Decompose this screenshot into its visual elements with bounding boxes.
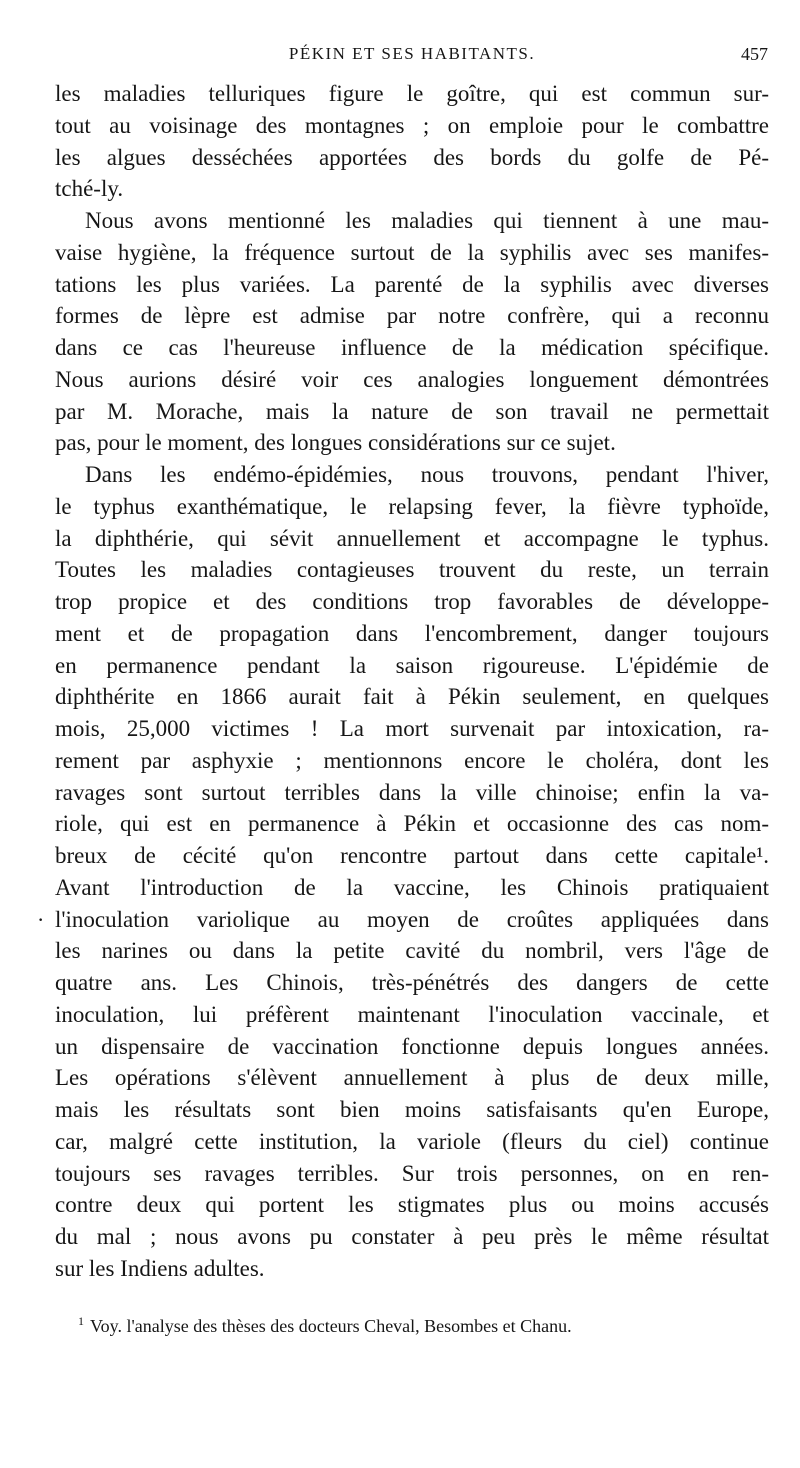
text-line: Dans les endémo-épidémies, nous trouvons, pendant l'hiver, [85, 462, 769, 487]
text-line: toujours ses ravages terribles. Sur trois personnes, on en ren- [55, 1160, 769, 1186]
text-line: un dispensaire de vaccination fonctionne depuis longues années. [55, 1033, 769, 1059]
running-title: PÉKIN ET SES HABITANTS. [288, 44, 536, 63]
text-line: contre deux qui portent les stigmates plus ou moins accusés [55, 1192, 769, 1218]
text-line: les maladies telluriques figure le goître, qui est commun sur- [55, 81, 769, 106]
text-line: vaise hygiène, la fréquence surtout de la syphilis avec ses manifes- [55, 239, 769, 265]
text-line: l'inoculation variolique au moyen de croûtes appliquées dans [55, 906, 769, 932]
text-line: pas, pour le moment, des longues considérations sur ce sujet. [55, 430, 616, 456]
text-line: en permanence pendant la saison rigoureuse. L'épidémie de [55, 652, 769, 678]
text-line: quatre ans. Les Chinois, très-pénétrés des dangers de cette [55, 970, 769, 995]
text-line: inoculation, lui préfèrent maintenant l'inoculation vaccinale, et [55, 1001, 769, 1027]
text-line: les narines ou dans la petite cavité du nombril, vers l'âge de [55, 938, 769, 964]
text-line: rement par asphyxie ; mentionnons encore le choléra, dont les [55, 747, 769, 773]
page-header [56, 42, 768, 70]
text-line: Avant l'introduction de la vaccine, les Chinois pratiquaient [55, 874, 769, 900]
text-line: la diphthérie, qui sévit annuellement et accompagne le typhus. [55, 525, 769, 551]
footnote-marker: 1 [78, 1314, 84, 1328]
text-line: ravages sont surtout terribles dans la ville chinoise; enfin la va- [55, 779, 769, 805]
text-line: Toutes les maladies contagieuses trouvent du reste, un terrain [55, 557, 769, 583]
text-line: dans ce cas l'heureuse influence de la médication spécifique. [55, 335, 769, 360]
text-line: Les opérations s'élèvent annuellement à plus de deux mille, [55, 1065, 769, 1091]
text-line: diphthérite en 1866 aurait fait à Pékin seulement, en quelques [55, 684, 769, 710]
margin-mark: · [37, 906, 45, 932]
text-line: ment et de propagation dans l'encombrement, danger toujours [55, 620, 769, 646]
text-line-marked [37, 904, 769, 936]
text-line: mais les résultats sont bien moins satisfaisants qu'en Europe, [55, 1097, 769, 1122]
text-line: tout au voisinage des montagnes ; on emploie pour le combattre [55, 112, 769, 138]
text-line: tché-ly. [55, 176, 124, 202]
footnote [78, 1308, 778, 1339]
text-line: mois, 25,000 victimes ! La mort survenait par intoxication, ra- [55, 716, 769, 741]
text-line: le typhus exanthématique, le relapsing fever, la fièvre typhoïde, [55, 493, 769, 519]
text-line: trop propice et des conditions trop favorables de développe- [55, 589, 769, 614]
body-text [37, 78, 769, 1285]
text-line: du mal ; nous avons pu constater à peu près le même résultat [55, 1224, 769, 1249]
text-line: formes de lèpre est admise par notre confrère, qui a reconnu [55, 303, 769, 329]
text-line: les algues desséchées apportées des bords du golfe de Pé- [55, 144, 769, 170]
text-line: tations les plus variées. La parenté de la syphilis avec diverses [55, 271, 769, 297]
text-line: Nous avons mentionné les maladies qui tiennent à une mau- [85, 208, 769, 233]
text-line: Nous aurions désiré voir ces analogies longuement démontrées [55, 366, 769, 392]
text-line: car, malgré cette institution, la variole (fleurs du ciel) continue [55, 1128, 769, 1154]
text-line: par M. Morache, mais la nature de son travail ne permettait [55, 398, 769, 424]
page-number: 457 [741, 44, 768, 64]
text-line: riole, qui est en permanence à Pékin et occasionne des cas nom- [55, 811, 769, 837]
footnote-text: Voy. l'analyse des thèses des docteurs Cheval, Besombes et Chanu. [90, 1316, 572, 1336]
text-line: breux de cécité qu'on rencontre partout dans cette capitale¹. [55, 843, 769, 868]
text-line: sur les Indiens adultes. [55, 1255, 265, 1281]
